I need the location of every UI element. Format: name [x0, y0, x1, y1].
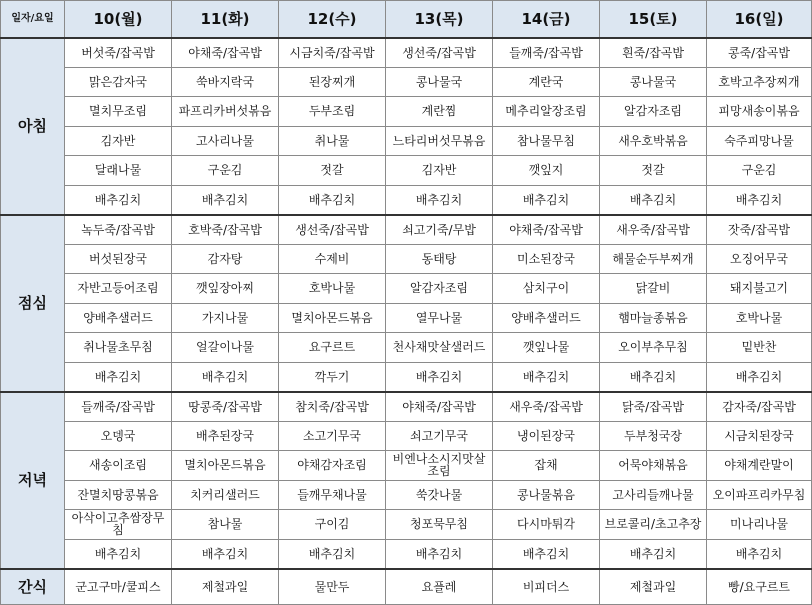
menu-cell: 땅콩죽/잡곡밥	[172, 392, 279, 422]
menu-row	[1, 510, 812, 540]
corner-header: 일자/요일	[1, 1, 65, 38]
menu-row	[1, 215, 812, 245]
menu-cell: 감자죽/잡곡밥	[707, 392, 812, 422]
menu-cell: 호박나물	[279, 274, 386, 304]
menu-cell: 배추김치	[600, 185, 707, 215]
menu-cell: 닭죽/잡곡밥	[600, 392, 707, 422]
menu-cell: 젓갈	[600, 156, 707, 186]
menu-cell: 배추김치	[65, 185, 172, 215]
menu-cell: 달래나물	[65, 156, 172, 186]
menu-cell: 계란찜	[386, 97, 493, 127]
menu-cell: 계란국	[493, 67, 600, 97]
menu-cell: 김자반	[386, 156, 493, 186]
menu-cell: 브로콜리/초고추장	[600, 510, 707, 540]
menu-cell: 아삭이고추쌈장무침	[65, 510, 172, 540]
menu-cell: 쑥갓나물	[386, 480, 493, 510]
day-header: 15(토)	[600, 1, 707, 38]
menu-cell: 생선죽/잡곡밥	[386, 38, 493, 68]
menu-cell: 고사리들깨나물	[600, 480, 707, 510]
menu-cell: 천사채맛살샐러드	[386, 333, 493, 363]
menu-cell: 구운김	[707, 156, 812, 186]
menu-cell: 쑥바지락국	[172, 67, 279, 97]
menu-cell: 맑은감자국	[65, 67, 172, 97]
menu-cell: 치커리샐러드	[172, 480, 279, 510]
menu-cell: 알감자조림	[600, 97, 707, 127]
menu-cell: 동태탕	[386, 244, 493, 274]
menu-row	[1, 303, 812, 333]
menu-row	[1, 185, 812, 215]
menu-cell: 콩나물볶음	[493, 480, 600, 510]
menu-cell: 생선죽/잡곡밥	[279, 215, 386, 245]
menu-row	[1, 274, 812, 304]
menu-cell: 배추김치	[279, 185, 386, 215]
menu-row	[1, 38, 812, 68]
dinner-group	[1, 392, 812, 569]
breakfast-group	[1, 38, 812, 215]
menu-cell: 깻잎장아찌	[172, 274, 279, 304]
menu-row	[1, 421, 812, 451]
menu-row	[1, 362, 812, 392]
menu-cell: 양배추샐러드	[493, 303, 600, 333]
menu-cell: 제철과일	[600, 569, 707, 605]
menu-cell: 파프리카버섯볶음	[172, 97, 279, 127]
menu-cell: 배추김치	[65, 539, 172, 569]
menu-cell: 구운김	[172, 156, 279, 186]
menu-cell: 자반고등어조림	[65, 274, 172, 304]
menu-cell: 깻잎나물	[493, 333, 600, 363]
menu-cell: 비피더스	[493, 569, 600, 605]
menu-cell: 빵/요구르트	[707, 569, 812, 605]
menu-cell: 군고구마/쿨피스	[65, 569, 172, 605]
menu-cell: 삼치구이	[493, 274, 600, 304]
menu-cell: 콩죽/잡곡밥	[707, 38, 812, 68]
menu-cell: 고사리나물	[172, 126, 279, 156]
menu-cell: 배추김치	[493, 539, 600, 569]
menu-cell: 흰죽/잡곡밥	[600, 38, 707, 68]
menu-cell: 어묵야채볶음	[600, 451, 707, 481]
menu-cell: 미나리나물	[707, 510, 812, 540]
menu-row	[1, 97, 812, 127]
menu-cell: 햄마늘종볶음	[600, 303, 707, 333]
menu-cell: 숙주피망나물	[707, 126, 812, 156]
menu-cell: 느타리버섯무볶음	[386, 126, 493, 156]
menu-cell: 참치죽/잡곡밥	[279, 392, 386, 422]
menu-cell: 배추된장국	[172, 421, 279, 451]
menu-cell: 피망새송이볶음	[707, 97, 812, 127]
menu-cell: 두부조림	[279, 97, 386, 127]
day-header: 14(금)	[493, 1, 600, 38]
meal-label-breakfast: 아침	[1, 38, 65, 215]
menu-cell: 시금치된장국	[707, 421, 812, 451]
menu-cell: 배추김치	[172, 362, 279, 392]
menu-cell: 배추김치	[172, 185, 279, 215]
menu-cell: 오이파프리카무침	[707, 480, 812, 510]
menu-row	[1, 539, 812, 569]
menu-row	[1, 480, 812, 510]
menu-cell: 새우죽/잡곡밥	[493, 392, 600, 422]
menu-cell: 들깨죽/잡곡밥	[493, 38, 600, 68]
lunch-group	[1, 215, 812, 392]
day-header: 11(화)	[172, 1, 279, 38]
menu-cell: 호박죽/잡곡밥	[172, 215, 279, 245]
day-header: 16(일)	[707, 1, 812, 38]
menu-cell: 새송이조림	[65, 451, 172, 481]
menu-cell: 배추김치	[707, 362, 812, 392]
menu-cell: 배추김치	[600, 539, 707, 569]
menu-cell: 다시마튀각	[493, 510, 600, 540]
menu-cell: 새우호박볶음	[600, 126, 707, 156]
menu-cell: 멸치아몬드볶음	[279, 303, 386, 333]
menu-cell: 호박고추장찌개	[707, 67, 812, 97]
menu-cell: 양배추샐러드	[65, 303, 172, 333]
menu-cell: 비엔나소시지맛살조림	[386, 451, 493, 481]
menu-cell: 구이김	[279, 510, 386, 540]
menu-cell: 야채계란말이	[707, 451, 812, 481]
menu-cell: 오뎅국	[65, 421, 172, 451]
menu-cell: 새우죽/잡곡밥	[600, 215, 707, 245]
menu-cell: 참나물	[172, 510, 279, 540]
menu-cell: 버섯된장국	[65, 244, 172, 274]
menu-cell: 녹두죽/잡곡밥	[65, 215, 172, 245]
header-row	[1, 1, 812, 38]
menu-cell-highlighted: 수제비	[279, 244, 386, 274]
menu-cell: 배추김치	[386, 185, 493, 215]
menu-cell: 해물순두부찌개	[600, 244, 707, 274]
menu-cell: 잣죽/잡곡밥	[707, 215, 812, 245]
menu-cell: 배추김치	[493, 185, 600, 215]
menu-cell: 감자탕	[172, 244, 279, 274]
menu-row	[1, 156, 812, 186]
menu-cell: 얼갈이나물	[172, 333, 279, 363]
menu-cell: 메추리알장조림	[493, 97, 600, 127]
menu-cell: 참나물무침	[493, 126, 600, 156]
menu-cell: 김자반	[65, 126, 172, 156]
menu-cell: 호박나물	[707, 303, 812, 333]
menu-cell: 배추김치	[65, 362, 172, 392]
menu-cell: 알감자조림	[386, 274, 493, 304]
menu-row	[1, 392, 812, 422]
menu-cell: 들깨무채나물	[279, 480, 386, 510]
menu-cell: 들깨죽/잡곡밥	[65, 392, 172, 422]
meal-label-snack: 간식	[1, 569, 65, 605]
menu-cell: 쇠고기죽/무밥	[386, 215, 493, 245]
menu-cell: 멸치무조림	[65, 97, 172, 127]
menu-cell: 야채죽/잡곡밥	[172, 38, 279, 68]
menu-cell: 배추김치	[707, 185, 812, 215]
menu-cell: 취나물	[279, 126, 386, 156]
menu-cell: 청포묵무침	[386, 510, 493, 540]
menu-cell: 젓갈	[279, 156, 386, 186]
menu-cell: 콩나물국	[600, 67, 707, 97]
menu-cell: 배추김치	[386, 362, 493, 392]
menu-cell: 배추김치	[172, 539, 279, 569]
menu-cell: 쇠고기무국	[386, 421, 493, 451]
menu-cell: 돼지불고기	[707, 274, 812, 304]
menu-cell: 미소된장국	[493, 244, 600, 274]
menu-cell: 배추김치	[386, 539, 493, 569]
menu-cell: 물만두	[279, 569, 386, 605]
meal-label-lunch: 점심	[1, 215, 65, 392]
menu-cell: 잔멸치땅콩볶음	[65, 480, 172, 510]
menu-cell: 오이부추무침	[600, 333, 707, 363]
menu-cell: 오징어무국	[707, 244, 812, 274]
menu-row	[1, 333, 812, 363]
menu-cell: 야채감자조림	[279, 451, 386, 481]
day-header: 10(월)	[65, 1, 172, 38]
menu-cell: 취나물초무침	[65, 333, 172, 363]
menu-cell: 시금치죽/잡곡밥	[279, 38, 386, 68]
menu-cell: 열무나물	[386, 303, 493, 333]
menu-row	[1, 67, 812, 97]
menu-cell-highlighted: 콩나물국	[386, 67, 493, 97]
snack-group	[1, 569, 812, 605]
menu-row	[1, 244, 812, 274]
menu-cell: 요구르트	[279, 333, 386, 363]
menu-cell: 배추김치	[279, 539, 386, 569]
menu-cell: 깍두기	[279, 362, 386, 392]
menu-cell: 배추김치	[600, 362, 707, 392]
day-header: 13(목)	[386, 1, 493, 38]
menu-cell: 멸치아몬드볶음	[172, 451, 279, 481]
menu-row	[1, 451, 812, 481]
menu-row	[1, 126, 812, 156]
menu-cell: 버섯죽/잡곡밥	[65, 38, 172, 68]
menu-cell: 잡채	[493, 451, 600, 481]
meal-label-dinner: 저녁	[1, 392, 65, 569]
menu-cell: 가지나물	[172, 303, 279, 333]
menu-cell: 깻잎지	[493, 156, 600, 186]
menu-cell: 냉이된장국	[493, 421, 600, 451]
menu-cell: 두부청국장	[600, 421, 707, 451]
menu-cell: 배추김치	[707, 539, 812, 569]
menu-cell: 야채죽/잡곡밥	[386, 392, 493, 422]
menu-cell: 제철과일	[172, 569, 279, 605]
menu-cell: 야채죽/잡곡밥	[493, 215, 600, 245]
day-header: 12(수)	[279, 1, 386, 38]
menu-cell: 밑반찬	[707, 333, 812, 363]
menu-cell: 배추김치	[493, 362, 600, 392]
snack-row	[1, 569, 812, 605]
menu-cell: 요플레	[386, 569, 493, 605]
menu-cell: 된장찌개	[279, 67, 386, 97]
menu-cell: 소고기무국	[279, 421, 386, 451]
menu-cell: 닭갈비	[600, 274, 707, 304]
